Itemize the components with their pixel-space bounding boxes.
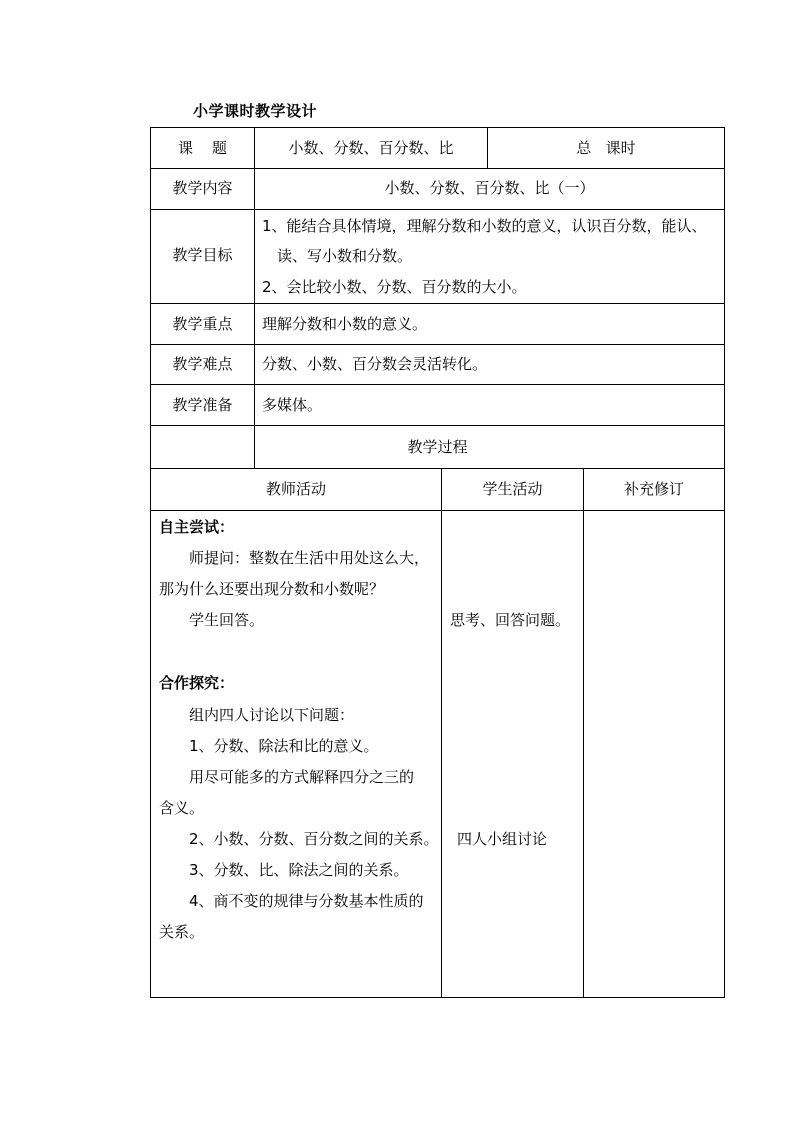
student-activity: 思考、回答问题。 <box>450 611 571 629</box>
section-title-self-try: 自主尝试： <box>159 518 235 536</box>
teacher-line: 关系。 <box>159 923 205 941</box>
teacher-line: 用尽可能多的方式解释四分之三的 <box>189 768 415 786</box>
column-header-revision: 补充修订 <box>623 480 684 498</box>
column-divider <box>441 468 442 997</box>
row-divider <box>151 468 724 469</box>
key-points-value: 理解分数和小数的意义。 <box>262 315 428 333</box>
topic-value: 小数、分数、百分数、比 <box>288 139 454 157</box>
goal-line: 1、能结合具体情境，理解分数和小数的意义，认识百分数，能认、 <box>262 217 707 235</box>
content-label: 教学内容 <box>172 179 233 197</box>
row-divider <box>151 510 724 511</box>
student-activity: 四人小组讨论 <box>457 830 548 848</box>
total-hours-label: 总 课时 <box>576 139 636 157</box>
difficulties-value: 分数、小数、百分数会灵活转化。 <box>262 355 488 373</box>
row-divider <box>151 425 724 426</box>
teacher-line: 师提问：整数在生活中用处这么大， <box>189 549 430 567</box>
teacher-line: 1、分数、除法和比的意义。 <box>189 737 379 755</box>
goal-line: 2、会比较小数、分数、百分数的大小。 <box>262 278 527 296</box>
teacher-line: 学生回答。 <box>189 611 265 629</box>
teacher-line: 3、分数、比、除法之间的关系。 <box>189 861 409 879</box>
teacher-line: 含义。 <box>159 799 205 817</box>
teacher-line: 4、商不变的规律与分数基本性质的 <box>189 892 424 910</box>
teacher-line: 2、小数、分数、百分数之间的关系。 <box>189 830 439 848</box>
section-title-cooperation: 合作探究： <box>159 674 235 692</box>
row-divider <box>151 384 724 385</box>
preparation-value: 多媒体。 <box>262 396 323 414</box>
key-points-label: 教学重点 <box>172 315 233 333</box>
row-divider <box>151 344 724 345</box>
document-title: 小学课时教学设计 <box>193 102 318 120</box>
goals-label: 教学目标 <box>172 246 233 264</box>
row-divider <box>151 303 724 304</box>
difficulties-label: 教学难点 <box>172 355 233 373</box>
lesson-plan-table <box>150 127 725 998</box>
column-divider <box>583 468 584 997</box>
content-value: 小数、分数、百分数、比（一） <box>384 179 595 197</box>
preparation-label: 教学准备 <box>172 396 233 414</box>
teacher-line: 组内四人讨论以下问题： <box>189 706 355 724</box>
process-heading: 教学过程 <box>407 438 468 456</box>
row-divider <box>151 168 724 169</box>
row-divider <box>151 209 724 210</box>
teacher-line: 那为什么还要出现分数和小数呢？ <box>159 580 385 598</box>
topic-label: 课 题 <box>177 139 228 157</box>
goal-line: 读、写小数和分数。 <box>277 247 413 265</box>
column-header-teacher: 教师活动 <box>265 480 326 498</box>
column-header-student: 学生活动 <box>482 480 543 498</box>
